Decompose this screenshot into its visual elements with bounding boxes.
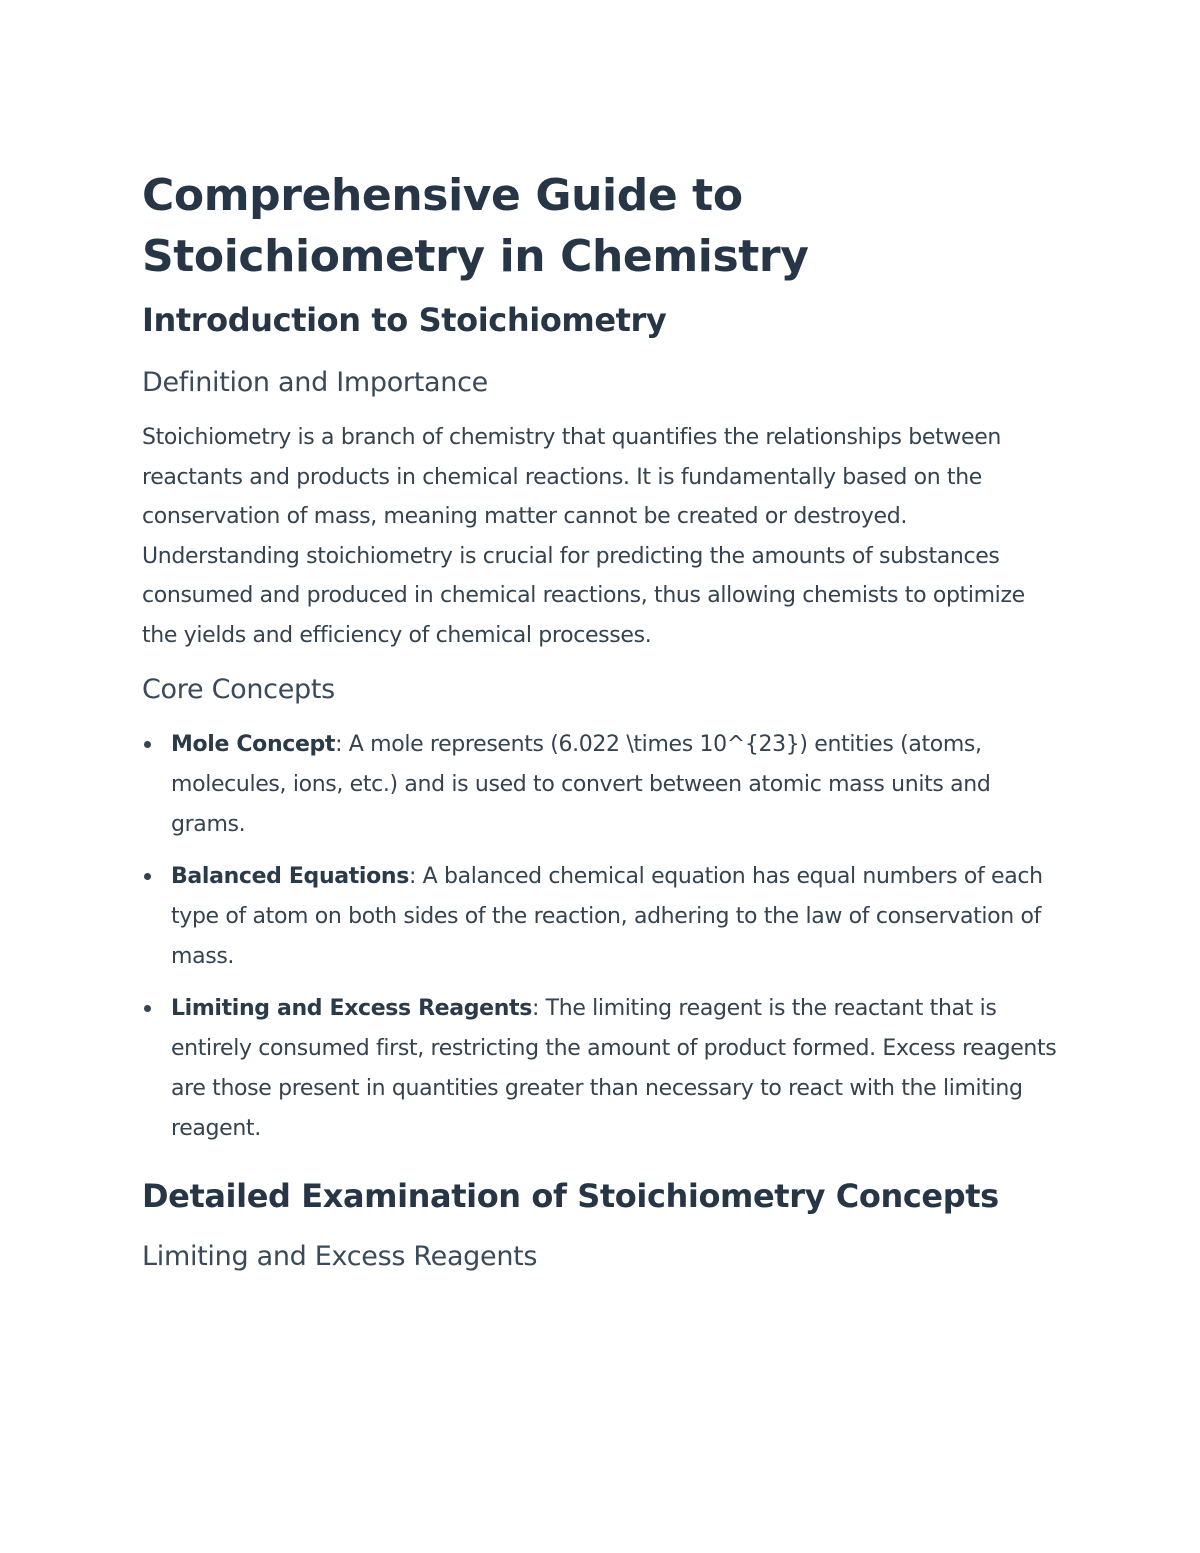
definition-paragraph: Stoichiometry is a branch of chemistry that quantifies the relationships between reactants and products in chemical reactions. It is fundamentally based on the conservation of mass, meaning matter cannot be created or destroyed. Understanding stoichiometry is crucial for predicting the amounts of substances consumed and produced in chemical reactions, thus allowing chemists to optimize the yields and efficiency of chemical processes. (142, 425, 1025, 648)
list-item-separator: : (408, 864, 417, 889)
list-item-separator: : (335, 732, 343, 757)
list-item-limiting-excess-reagents (142, 989, 1057, 1149)
section-heading-detailed-examination: Detailed Examination of Stoichiometry Concepts (142, 1177, 999, 1215)
core-concepts-list (142, 725, 1057, 1149)
list-item-text: A balanced chemical equation has equal numbers of each type of atom on both sides of the reaction, adhering to the law of conservation of mass. (171, 864, 1043, 969)
list-item-separator: : (531, 996, 540, 1021)
list-item-term: Balanced Equations (171, 864, 409, 889)
subsection-heading-definition: Definition and Importance (142, 367, 488, 398)
list-item-text: The limiting reagent is the reactant that is entirely consumed first, restricting the amount of product formed. Excess reagents are those present in quantities greater than necessary to react with the limiting reagent. (171, 996, 1057, 1141)
subsection-heading-limiting-excess: Limiting and Excess Reagents (142, 1241, 538, 1272)
subsection-heading-core-concepts: Core Concepts (142, 674, 335, 705)
document-title: Comprehensive Guide to Stoichiometry in Chemistry (142, 170, 809, 282)
section-heading-introduction: Introduction to Stoichiometry (142, 301, 667, 339)
bullet-icon (144, 741, 151, 748)
list-item-term: Limiting and Excess Reagents (171, 996, 532, 1021)
document-page (142, 165, 1057, 1275)
list-item-term: Mole Concept (171, 732, 336, 757)
list-item-mole-concept (142, 725, 1057, 845)
bullet-icon (144, 873, 151, 880)
list-item-text: A mole represents (6.022 \times 10^{23}) entities (atoms, molecules, ions, etc.) and is used to convert between atomic mass units and grams. (171, 732, 991, 837)
list-item-balanced-equations (142, 857, 1057, 977)
bullet-icon (144, 1005, 151, 1012)
